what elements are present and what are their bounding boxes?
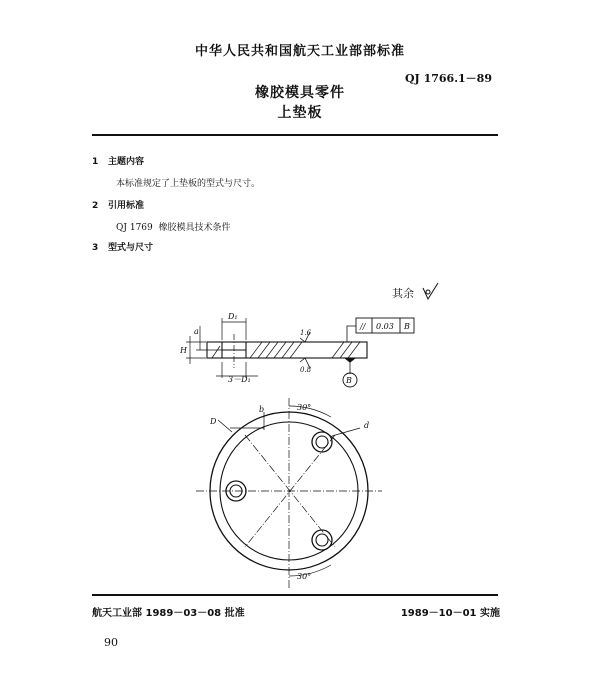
dim-d1-label: D₁ (228, 312, 238, 321)
dim-3d1-label: 3－D₁ (228, 375, 251, 384)
approval-date: 航天工业部 1989－03－08 批准 (92, 608, 245, 619)
section-title: 主题内容 (108, 157, 145, 167)
document-title-part: 上垫板 (277, 105, 323, 121)
page-number: 90 (104, 636, 118, 649)
mounting-hole-top-right (312, 432, 332, 452)
roughness-icon (423, 283, 438, 299)
dim-d-label: d (364, 421, 370, 430)
tolerance-leader (347, 326, 356, 342)
standard-code: QJ 1766.1－89 (404, 72, 492, 85)
issuing-organization: 中华人民共和国航天工业部部标准 (194, 44, 405, 59)
section-number: 2 (92, 201, 99, 211)
roughness-value-1-6: 1.6 (300, 329, 312, 337)
section-number: 3 (92, 243, 99, 253)
parallelism-symbol: // (360, 322, 366, 331)
d-leader (218, 420, 232, 432)
section-number: 1 (92, 157, 99, 167)
remaining-roughness-note: 其余 (392, 287, 414, 300)
tolerance-value: 0.03 (376, 322, 394, 331)
dim-a-label: a (194, 327, 199, 336)
dim-h-label: H (180, 346, 187, 355)
effective-date: 1989－10－01 实施 (400, 608, 500, 619)
ref-code: QJ 1769 (116, 223, 153, 233)
footer-divider (92, 594, 498, 596)
section-1-text: 本标准规定了上垫板的型式与尺寸。 (116, 179, 261, 189)
document-title-category: 橡胶模具零件 (255, 85, 345, 101)
datum-triangle (345, 358, 355, 362)
section-title: 型式与尺寸 (108, 243, 154, 253)
datum-label: B (346, 376, 352, 385)
roughness-value-0-8: 0.8 (300, 366, 312, 374)
ref-title: 橡胶模具技术条件 (158, 223, 231, 233)
section-title: 引用标准 (108, 201, 145, 211)
angle-top-label: 30° (297, 403, 312, 412)
centerlines (196, 398, 382, 588)
plan-view (196, 398, 382, 588)
hole-d-leader (332, 428, 360, 436)
dim-b-label: b (259, 405, 265, 414)
dim-D-label: D (210, 417, 217, 426)
tolerance-datum: B (404, 322, 410, 331)
angle-bottom-label: 30° (297, 572, 312, 581)
